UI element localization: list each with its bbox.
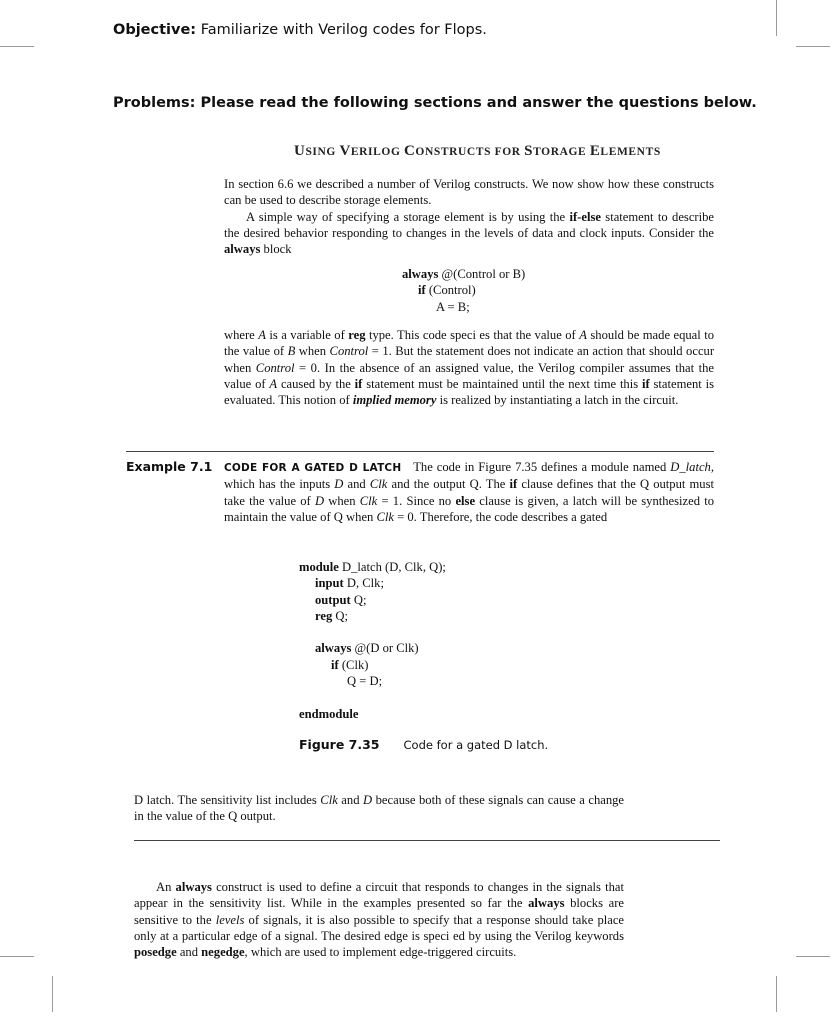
crop-mark [796, 46, 830, 47]
example-bottom-rule [134, 840, 720, 841]
code-line: if (Clk) [331, 657, 369, 672]
example-title: CODE FOR A GATED D LATCH [224, 462, 402, 474]
code-block-always [402, 266, 525, 315]
crop-mark [776, 976, 777, 1012]
objective-label: Objective: [113, 22, 197, 38]
objective-line [113, 22, 487, 38]
code-line: reg Q; [315, 608, 348, 623]
crop-mark [52, 976, 53, 1012]
crop-mark [0, 956, 34, 957]
objective-text: Familiarize with Verilog codes for Flops. [200, 22, 487, 38]
code-line: always @(D or Clk) [315, 641, 419, 656]
intro-p1: In section 6.6 we described a number of Verilog constructs. We now show how these constructs can be used to describe storage elements. [224, 177, 714, 208]
example-paragraph: CODE FOR A GATED D LATCH The code in Figure 7.35 defines a module named D_latch, which has the inputs D and Clk and the output Q. The if clause defines that the Q output must take the value of D when Clk = 1. Since no else clause is given, a latch will be synthesized to maintain the value of Q when Clk = 0. Therefore, the code describes a gated [224, 460, 715, 524]
figure-caption-text: Code for a gated D latch. [403, 738, 549, 752]
code-block-module [299, 559, 446, 722]
problems-line [113, 95, 757, 111]
example-top-rule [126, 451, 714, 452]
intro-paragraphs [224, 176, 714, 257]
code-line: input D, Clk; [315, 576, 384, 591]
continuation-paragraph: D latch. The sensitivity list includes Clk and D because both of these signals can cause a change in the value of the Q output. [134, 793, 625, 824]
crop-mark [776, 0, 777, 36]
code-line: A = B; [436, 299, 470, 314]
code-line: endmodule [299, 706, 359, 721]
example-label: Example 7.1 [126, 459, 213, 474]
figure-label: Figure 7.35 [299, 737, 380, 752]
section-title: USING VERILOG CONSTRUCTS FOR STORAGE ELEMENTS [294, 143, 661, 159]
code-line [299, 689, 446, 705]
code-line: Q = D; [347, 674, 383, 689]
code-line [299, 624, 446, 640]
code-line: module D_latch (D, Clk, Q); [299, 560, 446, 574]
final-paragraph: An always construct is used to define a circuit that responds to changes in the signals that appear in the sensitivity list. While in the examples presented so far the always blocks are sensitive to the levels of signals, it is also possible to specify that a response should take place only at a particular edge of a signal. The desired edge is speci ed by using the Verilog keywords posedge and negedge, which are used to implement edge-triggered circuits. [134, 880, 625, 960]
code-line: always @(Control or B) [402, 267, 526, 281]
intro-p2: A simple way of specifying a storage element is by using the if-else statement to describe the desired behavior responding to changes in the levels of data and clock inputs. Consider the always block [224, 209, 714, 257]
crop-mark [796, 956, 830, 957]
figure-caption [299, 736, 548, 754]
code-line: output Q; [315, 592, 367, 607]
code-line: if (Control) [418, 283, 476, 298]
problems-text: Problems: Please read the following sections and answer the questions below. [113, 95, 757, 111]
crop-mark [0, 46, 34, 47]
explanation-paragraph: where A is a variable of reg type. This code speci es that the value of A should be made equal to the value of B when Control = 1. But the statement does not indicate an action that should occur when Control = 0. In the absence of an assigned value, the Verilog compiler assumes that the value of A caused by the if statement must be maintained until the next time this if statement is evaluated. This notion of implied memory is realized by instantiating a latch in the circuit. [224, 328, 715, 408]
